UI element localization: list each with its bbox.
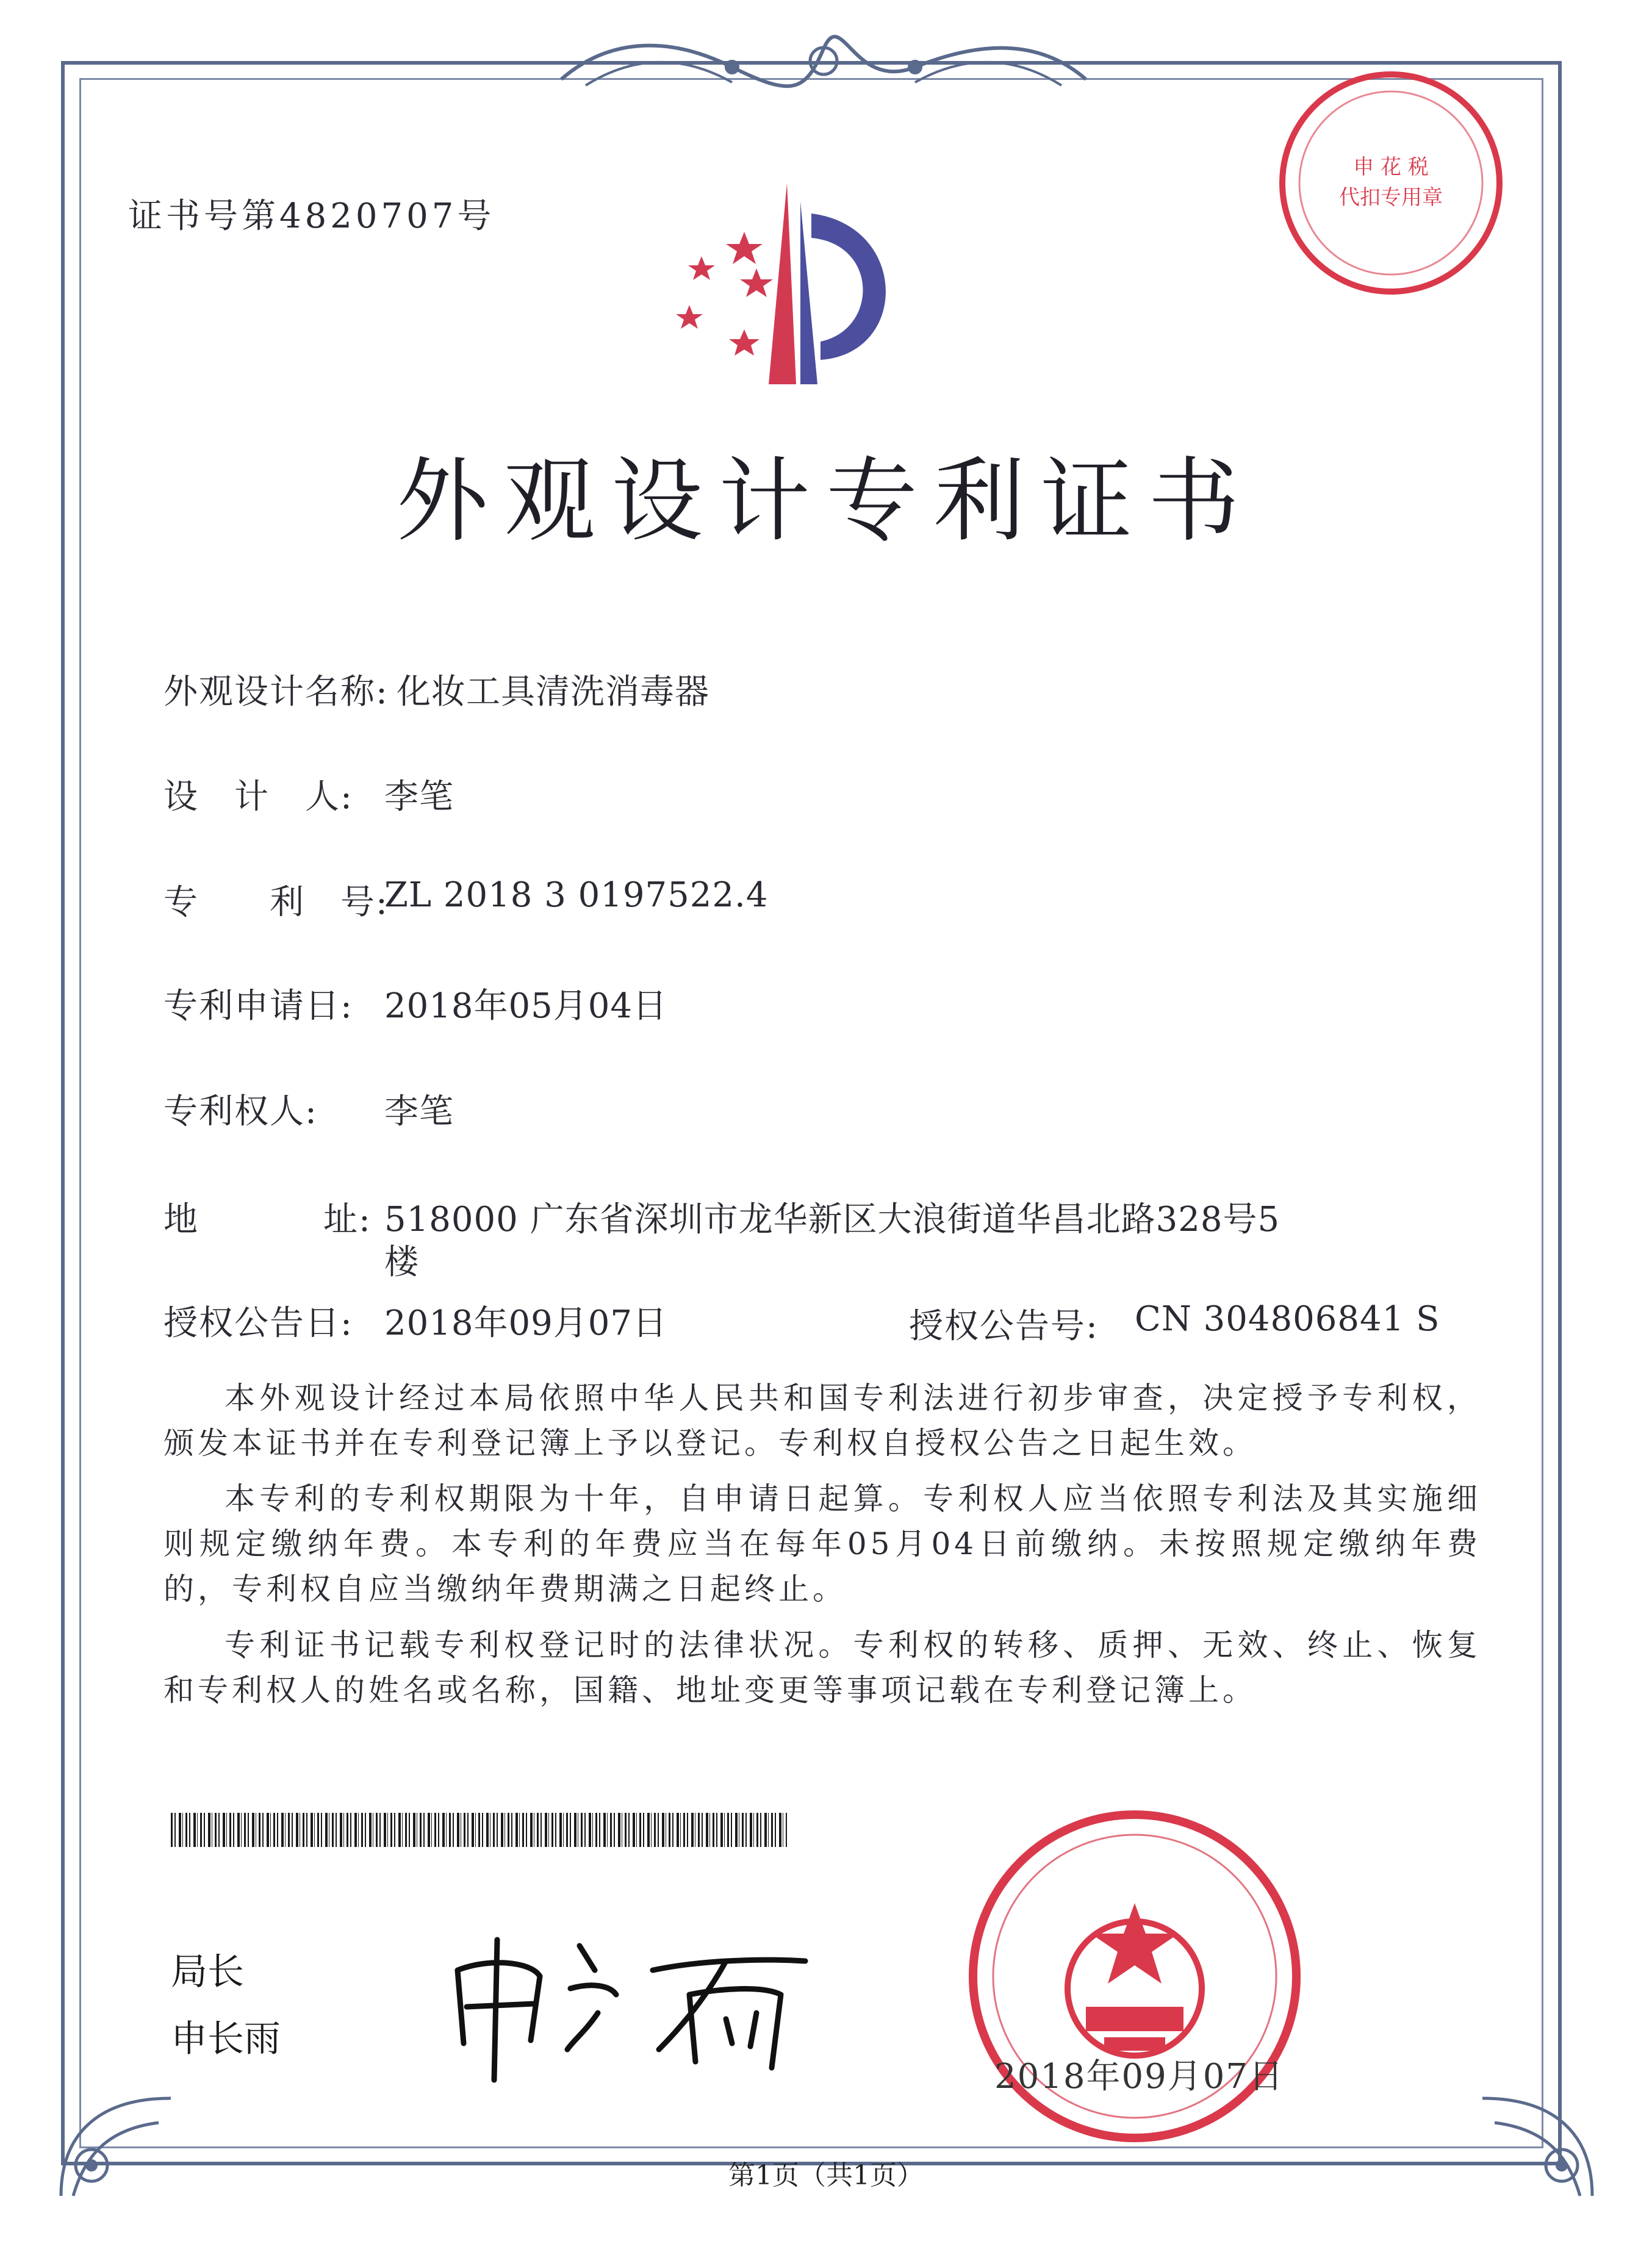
grant-number-value: CN 304806841 S [1135, 1299, 1440, 1339]
director-title: 局长 [171, 1951, 244, 1993]
body-paragraph-1: 本外观设计经过本局依照中华人民共和国专利法进行初步审查，决定授予专利权，颁发本证书并在专利登记簿上予以登记。专利权自授权公告之日起生效。 [163, 1380, 1481, 1461]
address-label-start: 地 [163, 1200, 199, 1239]
director-name: 申长雨 [171, 2018, 281, 2060]
patent-number-label: 专 利 号: [163, 883, 389, 922]
address-value-line2: 楼 [384, 1243, 419, 1282]
page-title: 外观设计专利证书 [396, 448, 1255, 554]
grant-date-label: 授权公告日: [163, 1304, 353, 1343]
design-name-label: 外观设计名称: [163, 672, 389, 712]
body-paragraph-3: 专利证书记载专利权登记时的法律状况。专利权的转移、质押、无效、终止、恢复和专利权人的姓名或名称，国籍、地址变更等事项记载在专利登记簿上。 [163, 1627, 1481, 1708]
page-footer: 第1页（共1页） [728, 2160, 924, 2191]
tax-seal-icon [1275, 67, 1507, 299]
top-ornament-icon [549, 24, 1098, 104]
designer-value: 李笔 [384, 777, 454, 817]
seal-date: 2018年09月07日 [994, 2057, 1285, 2096]
address-value-line1: 518000 广东省深圳市龙华新区大浪街道华昌北路328号5 [384, 1200, 1280, 1239]
body-paragraph-2: 本专利的专利权期限为十年，自申请日起算。专利权人应当依照专利法及其实施细则规定缴纳年费。本专利的年费应当在每年05月04日前缴纳。未按照规定缴纳年费的，专利权自应当缴纳年费期满之日起终止。 [163, 1481, 1481, 1607]
grant-date-value: 2018年09月07日 [384, 1304, 668, 1343]
grant-number-label: 授权公告号: [909, 1307, 1099, 1346]
patent-office-logo-icon [665, 177, 921, 396]
svg-text:代扣专用章: 代扣专用章 [1339, 185, 1443, 210]
patentee-label: 专利权人: [163, 1092, 318, 1131]
patent-number-value: ZL 2018 3 0197522.4 [384, 875, 769, 915]
designer-label: 设 计 人: [163, 777, 353, 817]
certificate-number: 证书号第4820707号 [128, 196, 495, 236]
filing-date-value: 2018年05月04日 [384, 986, 668, 1026]
address-label-end: 址: [323, 1200, 372, 1239]
design-name-value: 化妆工具清洗消毒器 [397, 672, 709, 712]
svg-text:申 花 税: 申 花 税 [1353, 155, 1429, 179]
patentee-value: 李笔 [384, 1092, 454, 1131]
barcode [171, 1813, 787, 1847]
handwritten-signature [439, 1903, 830, 2086]
filing-date-label: 专利申请日: [163, 986, 353, 1026]
